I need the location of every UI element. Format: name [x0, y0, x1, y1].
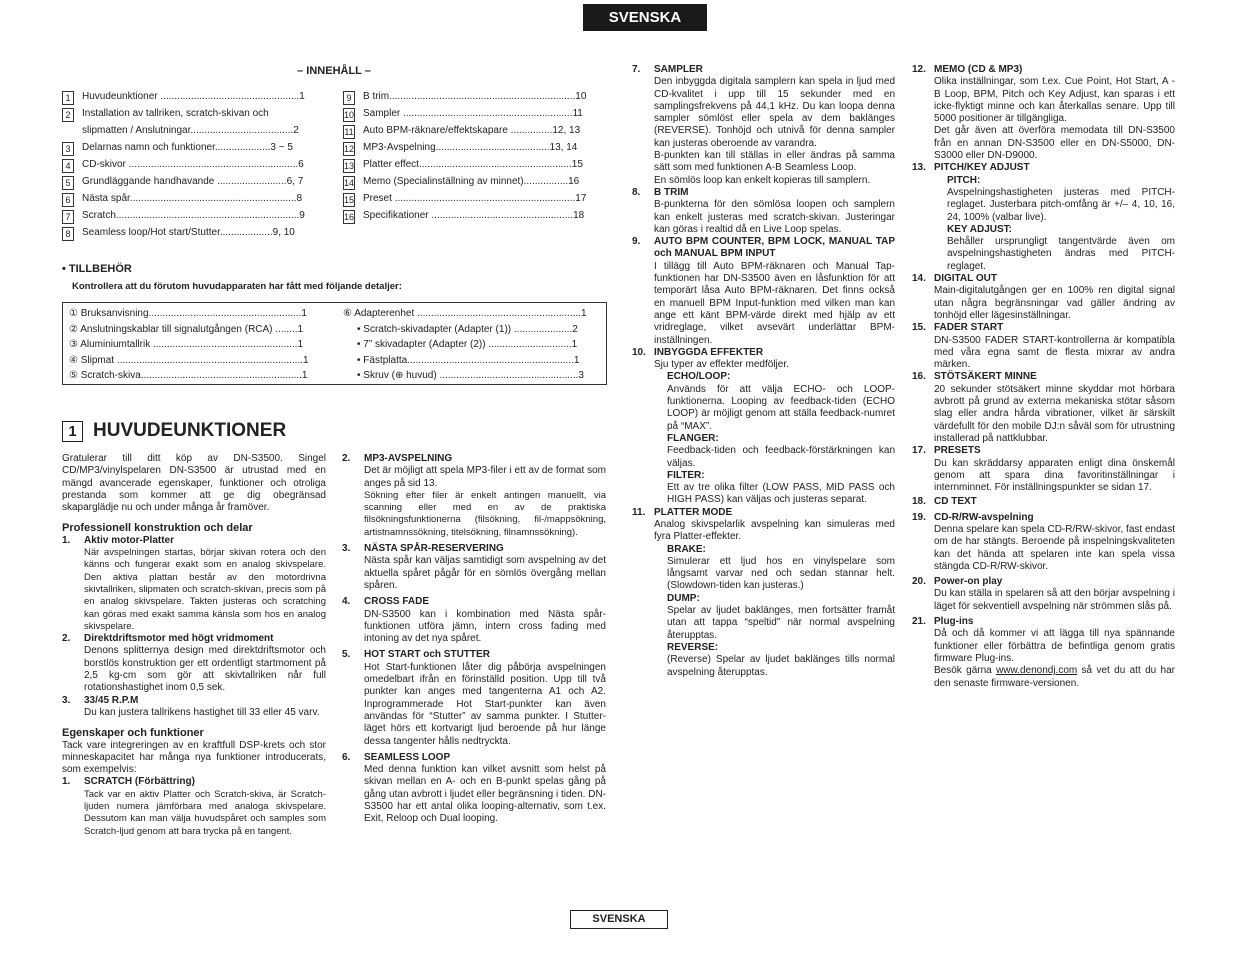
item-title: MEMO (CD & MP3)	[934, 64, 1023, 75]
item-title: CD TEXT	[934, 496, 977, 508]
item-number: 3.	[342, 543, 351, 555]
toc-entry-text: Preset .................................................................17	[363, 193, 587, 205]
accessories-note: Kontrollera att du förutom huvudapparaten har fått med följande detaljer:	[72, 281, 402, 292]
toc-entry	[343, 140, 603, 157]
toc-entry-number: 8	[62, 227, 74, 241]
item-title: Aktiv motor-Platter	[84, 534, 175, 546]
item-body: Sökning efter filer är enkelt antingen manuellt, via scanning eller med en av de praktiska filsökningsfunktionerna (filsökning, fil-/mappsökning, artistnamnssökning, titelsökning, filnamnssökning).	[364, 489, 606, 538]
item-body: När avspelningen startas, börjar skivan rotera och den känns och fungerar exakt som en analog skivspelare. Den aktiva plattan består av den motordrivna skivtallriken, slipmaten och scratch-skivan, precis som på en analog skivspelare. Takten justeras och scratching kan göras med exakt samma känsla som hos en analog skivspelare.	[84, 547, 326, 632]
subheading: Egenskaper och funktioner	[62, 727, 204, 740]
toc-entry-number: 11	[344, 126, 354, 137]
item-body: I tillägg till Auto BPM-räknaren och Manual Tap-funktionen har DN-S3500 även en låsfunktion för att temporärt låsa Auto BPM-räknaren. Det finns också en manuell BPM Input-funktion med vilken man kan ange ett känt BPM-värde direkt med hjälp av ett vridreglage, vilket avsevärt underlättar BPM-inställningen.	[654, 260, 895, 346]
toc-entry-text: B trim...................................................................10	[363, 91, 587, 103]
section-title: HUVUDEUNKTIONER	[93, 420, 287, 441]
accessories-heading: • TILLBEHÖR	[62, 263, 132, 275]
item-body: Då och då kommer vi att lägga till nya spännande funktioner eller förbättra de befintliga genom gratis firmware Plug-ins.	[934, 628, 1175, 664]
toc-entry-number: 14	[344, 177, 355, 188]
item-title: SAMPLER	[654, 64, 703, 75]
item-number: 6.	[342, 751, 351, 763]
item-body: Nästa spår kan väljas samtidigt som avspelning av det aktuella spåret pågår för en sömlös övergång mellan spåren.	[364, 555, 606, 591]
toc-entry-text: Delarnas namn och funktioner....................3 ~ 5	[82, 142, 293, 154]
item-body: DN-S3500 kan i kombination med Nästa spår-funktionen utföra jämn, intern cross fading med intoning av det nya spåret.	[364, 608, 606, 645]
item-title: SCRATCH (Förbättring)	[84, 776, 195, 788]
item-number: 8.	[632, 186, 641, 198]
accessory-item: • Scratch-skivadapter (Adapter (1)) .....................2	[357, 323, 578, 335]
platter-label: REVERSE:	[667, 641, 719, 653]
visit-text: Besök gärna	[934, 665, 997, 677]
toc-entry	[62, 89, 332, 106]
toc-entry-number: 7	[62, 210, 74, 224]
item-body: Sju typer av effekter medföljer.	[654, 359, 789, 371]
item-title: B TRIM	[654, 186, 689, 198]
item-number: 20.	[912, 576, 926, 588]
column-4	[912, 64, 1175, 690]
effect-body: Feedback-tiden och feedback-förstärkningen kan väljas.	[667, 445, 895, 469]
toc-entry-number: 10	[344, 109, 355, 120]
effect-body: Används för att välja ECHO- och LOOP-funktionerna. Looping av feedback-tiden (ECHO LOOP) är möjligt genom att ställa feedback-numret på “MAX”.	[667, 383, 895, 432]
accessory-item: ⑥ Adapterenhet ...........................................................1	[343, 308, 587, 319]
toc-entry-number: 3	[62, 142, 74, 156]
item-title: INBYGGDA EFFEKTER	[654, 346, 764, 358]
adjust-body: Avspelningshastigheten justeras med PITCH-reglaget. Justerbara pitch-omfång är +/– 4, 10, 16, 24, 100% (valbar live).	[947, 186, 1175, 223]
toc-entry	[343, 157, 603, 174]
item-body: Med denna funktion kan vilket avsnitt som helst på skivan mellan en A- och en B-punkt spelas gång på gång utan avbrott i ljudet eller begränsning i tiden. DN-S3500 har ett antal olika looping-alternativ, som t.ex. Exit, Reloop och Dual looping.	[364, 764, 606, 825]
toc-entry	[62, 123, 332, 140]
item-number: 1.	[62, 534, 71, 546]
toc-entry-text: CD-skivor .............................................................6	[82, 159, 304, 171]
section-number: 1	[62, 421, 83, 442]
item-title: DIGITAL OUT	[934, 273, 997, 285]
toc-entry-number: 15	[344, 194, 355, 205]
item-number: 10.	[632, 346, 646, 358]
toc-entry	[343, 174, 603, 191]
toc-entry-text: Sampler .............................................................11	[363, 108, 583, 120]
item-number: 7.	[632, 64, 641, 75]
item-body: B-punkten kan till ställas in eller ändras på samma sätt som med funktionen A-B Seamless Loop.	[654, 150, 895, 174]
visit-text-end: så vet du att du har den senaste firmware-versionen.	[934, 665, 1175, 689]
toc-entry-text: Seamless loop/Hot start/Stutter...................9, 10	[82, 227, 295, 239]
toc-entry	[62, 174, 332, 191]
denondj-link[interactable]: www.denondj.com	[996, 665, 1078, 677]
item-body: En sömlös loop kan enkelt kopieras till samplern.	[654, 174, 871, 186]
toc-entry-text: MP3-Avspelning.........................................13, 14	[363, 142, 578, 154]
item-body	[912, 665, 1175, 690]
item-number: 21.	[912, 616, 926, 628]
accessory-item: ③ Aluminiumtallrik ....................................................1	[69, 339, 304, 350]
effect-body: Ett av tre olika filter (LOW PASS, MID PASS och HIGH PASS) kan väljas och justeras separat.	[667, 482, 895, 506]
item-number: 3.	[62, 694, 71, 706]
item-body: Olika inställningar, som t.ex. Cue Point, Hot Start, A - B Loop, BPM, Pitch och Key Adjust, kan sparas i ett icke-flyktigt minne och kan återkallas senare. Upp till 5000 positioner är tillgängliga.	[934, 76, 1175, 125]
toc-entry-number: 9	[343, 91, 355, 105]
toc-entry-text: Scratch..................................................................9	[82, 210, 305, 222]
item-body: Main-digitalutgången ger en 100% ren digital signal utan några begränsningar vad gäller ändring av tonhöjd eller lägesinställningar.	[934, 285, 1175, 321]
item-body: Tack var en aktiv Platter och Scratch-skiva, är Scratch-ljuden numera jämförbara med analoga skivspelare. Dessutom kan man välja huvudspåret och samples som Scratch-ljud genom att bara trycka på en tangent.	[84, 788, 326, 837]
adjust-label: KEY ADJUST:	[947, 223, 1013, 235]
toc-entry	[343, 106, 603, 123]
toc-entry-number: 4	[62, 159, 74, 173]
item-title: PRESETS	[934, 445, 981, 457]
toc-entry-text: Grundläggande handhavande .........................6, 7	[82, 176, 304, 188]
item-body: Du kan skräddarsy apparaten enligt dina önskemål genom att spara dina favoritinställningar i internminnet. För inställningspunkter se sidan 17.	[934, 457, 1175, 494]
item-number: 18.	[912, 496, 926, 508]
effect-label: ECHO/LOOP:	[667, 371, 731, 383]
item-number: 14.	[912, 273, 926, 285]
item-title: AUTO BPM COUNTER, BPM LOCK, MANUAL TAP och MANUAL BPM INPUT	[654, 236, 895, 260]
toc-right-column	[343, 89, 603, 225]
column-2	[342, 453, 606, 826]
item-body: Det är möjligt att spela MP3-filer i ett av de format som anges på sid 13.	[364, 465, 606, 489]
item-title: PITCH/KEY ADJUST	[934, 162, 1030, 174]
item-body: Denons splitternya design med direktdriftsmotor och borstlös konstruktion ger ett ordentligt startmoment på 2,5 kg-cm som gör att skivtallriken når full rotationshastighet inom 0,5 sek.	[84, 645, 326, 694]
column-3	[632, 64, 895, 679]
item-title: Direktdriftsmotor med högt vridmoment	[84, 633, 274, 645]
toc-entry	[62, 191, 332, 208]
item-number: 4.	[342, 596, 351, 608]
platter-body: (Reverse) Spelar av ljudet baklänges tills normal avspelning återupptas.	[667, 654, 895, 678]
toc-entry	[62, 208, 332, 225]
effect-label: FILTER:	[667, 469, 705, 481]
item-number: 2.	[342, 453, 351, 464]
item-title: CD-R/RW-avspelning	[934, 511, 1034, 523]
item-number: 9.	[632, 236, 641, 248]
item-title: Plug-ins	[934, 616, 974, 628]
toc-entry-number: 13	[344, 160, 355, 171]
item-number: 2.	[62, 633, 71, 645]
toc-entry	[62, 140, 332, 157]
item-body: Den inbyggda digitala samplern kan spela in ljud med CD-kvalitet i upp till 15 sekunder med en samplingsfrekvens på 44,1 kHz. Du kan loopa denna sampler sömlöst eller spela av dem baklänges (REVERSE). Tonhöjd och utnivå för denna sampler kan justeras oberoende av varandra.	[654, 76, 895, 149]
toc-entry-number: 16	[344, 211, 355, 222]
accessory-item: ⑤ Scratch-skiva..........................................................1	[69, 370, 308, 381]
toc-entry	[343, 191, 603, 208]
toc-entry	[343, 123, 603, 140]
toc-entry-number: 6	[62, 193, 74, 207]
item-title: FADER START	[934, 322, 1004, 334]
toc-entry-text: Huvudeunktioner ..................................................1	[82, 91, 305, 103]
toc-entry-text: Memo (Specialinställning av minnet)................16	[363, 176, 580, 188]
accessory-item: ① Bruksanvisning.......................................................1	[69, 308, 307, 319]
item-title: CROSS FADE	[364, 596, 430, 608]
toc-entry-text: Nästa spår............................................................8	[82, 193, 303, 205]
platter-label: BRAKE:	[667, 543, 706, 555]
item-number: 1.	[62, 776, 71, 788]
item-title: HOT START och STUTTER	[364, 649, 490, 661]
item-title: NÄSTA SPÅR-RESERVERING	[364, 543, 504, 555]
toc-entry	[343, 208, 603, 225]
toc-entry-text: Auto BPM-räknare/effektskapare ...............12, 13	[363, 125, 581, 137]
item-body: Denna spelare kan spela CD-R/RW-skivor, fast endast om de har stängts. Beroende på inspelningskvaliteten kan det hända att spelaren inte kan spela vissa stängda CD-R/RW-skivor.	[934, 523, 1175, 572]
toc-entry-text: Specifikationer ...................................................18	[363, 210, 585, 222]
accessory-item: ④ Slipmat ...................................................................1	[69, 354, 309, 366]
item-title: Power-on play	[934, 576, 1003, 588]
item-number: 11.	[632, 506, 646, 518]
accessory-item: • Fästplatta............................................................1	[357, 354, 580, 366]
adjust-body: Behåller ursprungligt tangentvärde även om avspelningshastigheten ändras med PITCH-reglaget.	[947, 236, 1175, 272]
toc-entry-text: Platter effect.......................................................15	[363, 159, 583, 171]
item-number: 16.	[912, 371, 926, 383]
paragraph: Tack vare integreringen av en kraftfull DSP-krets och stor minneskapacitet har många nya funktioner introducerats, som exempelvis:	[62, 739, 326, 776]
toc-title: – INNEHÅLL –	[297, 65, 371, 77]
item-number: 19.	[912, 511, 926, 523]
item-number: 17.	[912, 445, 926, 457]
toc-entry-text: Installation av tallriken, scratch-skivan och	[82, 108, 269, 120]
toc-entry-number: 1	[62, 91, 74, 105]
item-number: 15.	[912, 322, 926, 334]
section-heading	[62, 419, 286, 443]
item-body: Hot Start-funktionen låter dig påbörja avspelningen omedelbart ifrån en förinställd position. Upp till två punkter kan anges med tangenterna A1 och A2. Inprogrammerade Hot Start-punkter kan även användas för “Stutter” av samma punkter. I Stutter-läget hörs ett kortvarigt ljud beroende på hur länge dessa tangenter hålls nedtryckta.	[364, 661, 606, 747]
platter-body: Simulerar ett ljud hos en vinylspelare som långsamt varvar ned och sedan stannar helt. (Slowdown-tiden kan justeras.)	[667, 555, 895, 592]
item-number: 13.	[912, 162, 926, 174]
toc-entry-text: slipmatten / Anslutningar.....................................2	[82, 125, 299, 137]
item-body: B-punkterna för den sömlösa loopen och samplern kan enkelt justeras med scratch-skivan. Justeringar kan göras i realtid då en Live Loop spelas.	[654, 199, 895, 235]
footer-language-tab: SVENSKA	[570, 910, 668, 929]
item-title: SEAMLESS LOOP	[364, 751, 451, 763]
item-title: PLATTER MODE	[654, 506, 733, 518]
column-1	[62, 453, 326, 838]
toc-entry	[62, 157, 332, 174]
intro-paragraph: Gratulerar till ditt köp av DN-S3500. Singel CD/MP3/vinylspelaren DN-S3500 är utrustad med en mängd avancerade egenskaper, funktioner och otroliga prestanda som kommer att ge dig obegränsad skaparglädje nu och under många år framöver.	[62, 453, 326, 514]
platter-body: Spelar av ljudet baklänges, men fortsätter framåt utan att tappa “speltid” när normal avspelning återupptas.	[667, 605, 895, 641]
toc-entry-number: 5	[62, 176, 74, 190]
language-tab: SVENSKA	[583, 4, 707, 31]
item-body: 20 sekunder stötsäkert minne skyddar mot hörbara avbrott på grund av externa mekaniska stötar såsom slag eller andra hårda vibrationer, vilket är särskilt värdefullt för den mobile DJ:n såväl som för utrustning installerad på nattklubbar.	[934, 383, 1175, 444]
item-body: Du kan justera tallrikens hastighet till 33 eller 45 varv.	[84, 706, 320, 718]
toc-entry-number: 12	[344, 143, 355, 154]
item-number: 5.	[342, 649, 351, 661]
toc-entry-number: 2	[62, 108, 74, 122]
toc-entry	[62, 106, 332, 123]
toc-entry	[62, 225, 332, 242]
item-title: MP3-AVSPELNING	[364, 453, 453, 464]
item-body: Du kan ställa in spelaren så att den börjar avspelning i läget för sekventiell avspelning när strömmen slås på.	[934, 588, 1175, 612]
accessory-item: • 7” skivadapter (Adapter (2)) ..............................1	[357, 339, 578, 350]
toc-entry	[343, 89, 603, 106]
item-number: 12.	[912, 64, 926, 75]
accessory-item: • Skruv (⊕ huvud) ..................................................3	[357, 370, 584, 381]
accessory-item: ② Anslutningskablar till signalutgången (RCA) ........1	[69, 323, 304, 335]
item-body: Det går även att överföra memodata till DN-S3500 från en annan DN-S3500 eller en DN-S5000, DN-S3000 eller DN-D9000.	[934, 125, 1175, 162]
item-title: 33/45 R.P.M	[84, 694, 139, 706]
accessories-box	[62, 302, 607, 385]
effect-label: FLANGER:	[667, 432, 719, 444]
toc-left-column	[62, 89, 332, 242]
subheading: Professionell konstruktion och delar	[62, 522, 253, 535]
item-title: STÖTSÄKERT MINNE	[934, 371, 1037, 383]
platter-label: DUMP:	[667, 592, 700, 604]
adjust-label: PITCH:	[947, 174, 981, 186]
item-body: Analog skivspelarlik avspelning kan simuleras med fyra Platter-effekter.	[654, 518, 895, 543]
item-body: DN-S3500 FADER START-kontrollerna är kompatibla med våra egna samt de flesta mixrar av andra märken.	[934, 334, 1175, 371]
